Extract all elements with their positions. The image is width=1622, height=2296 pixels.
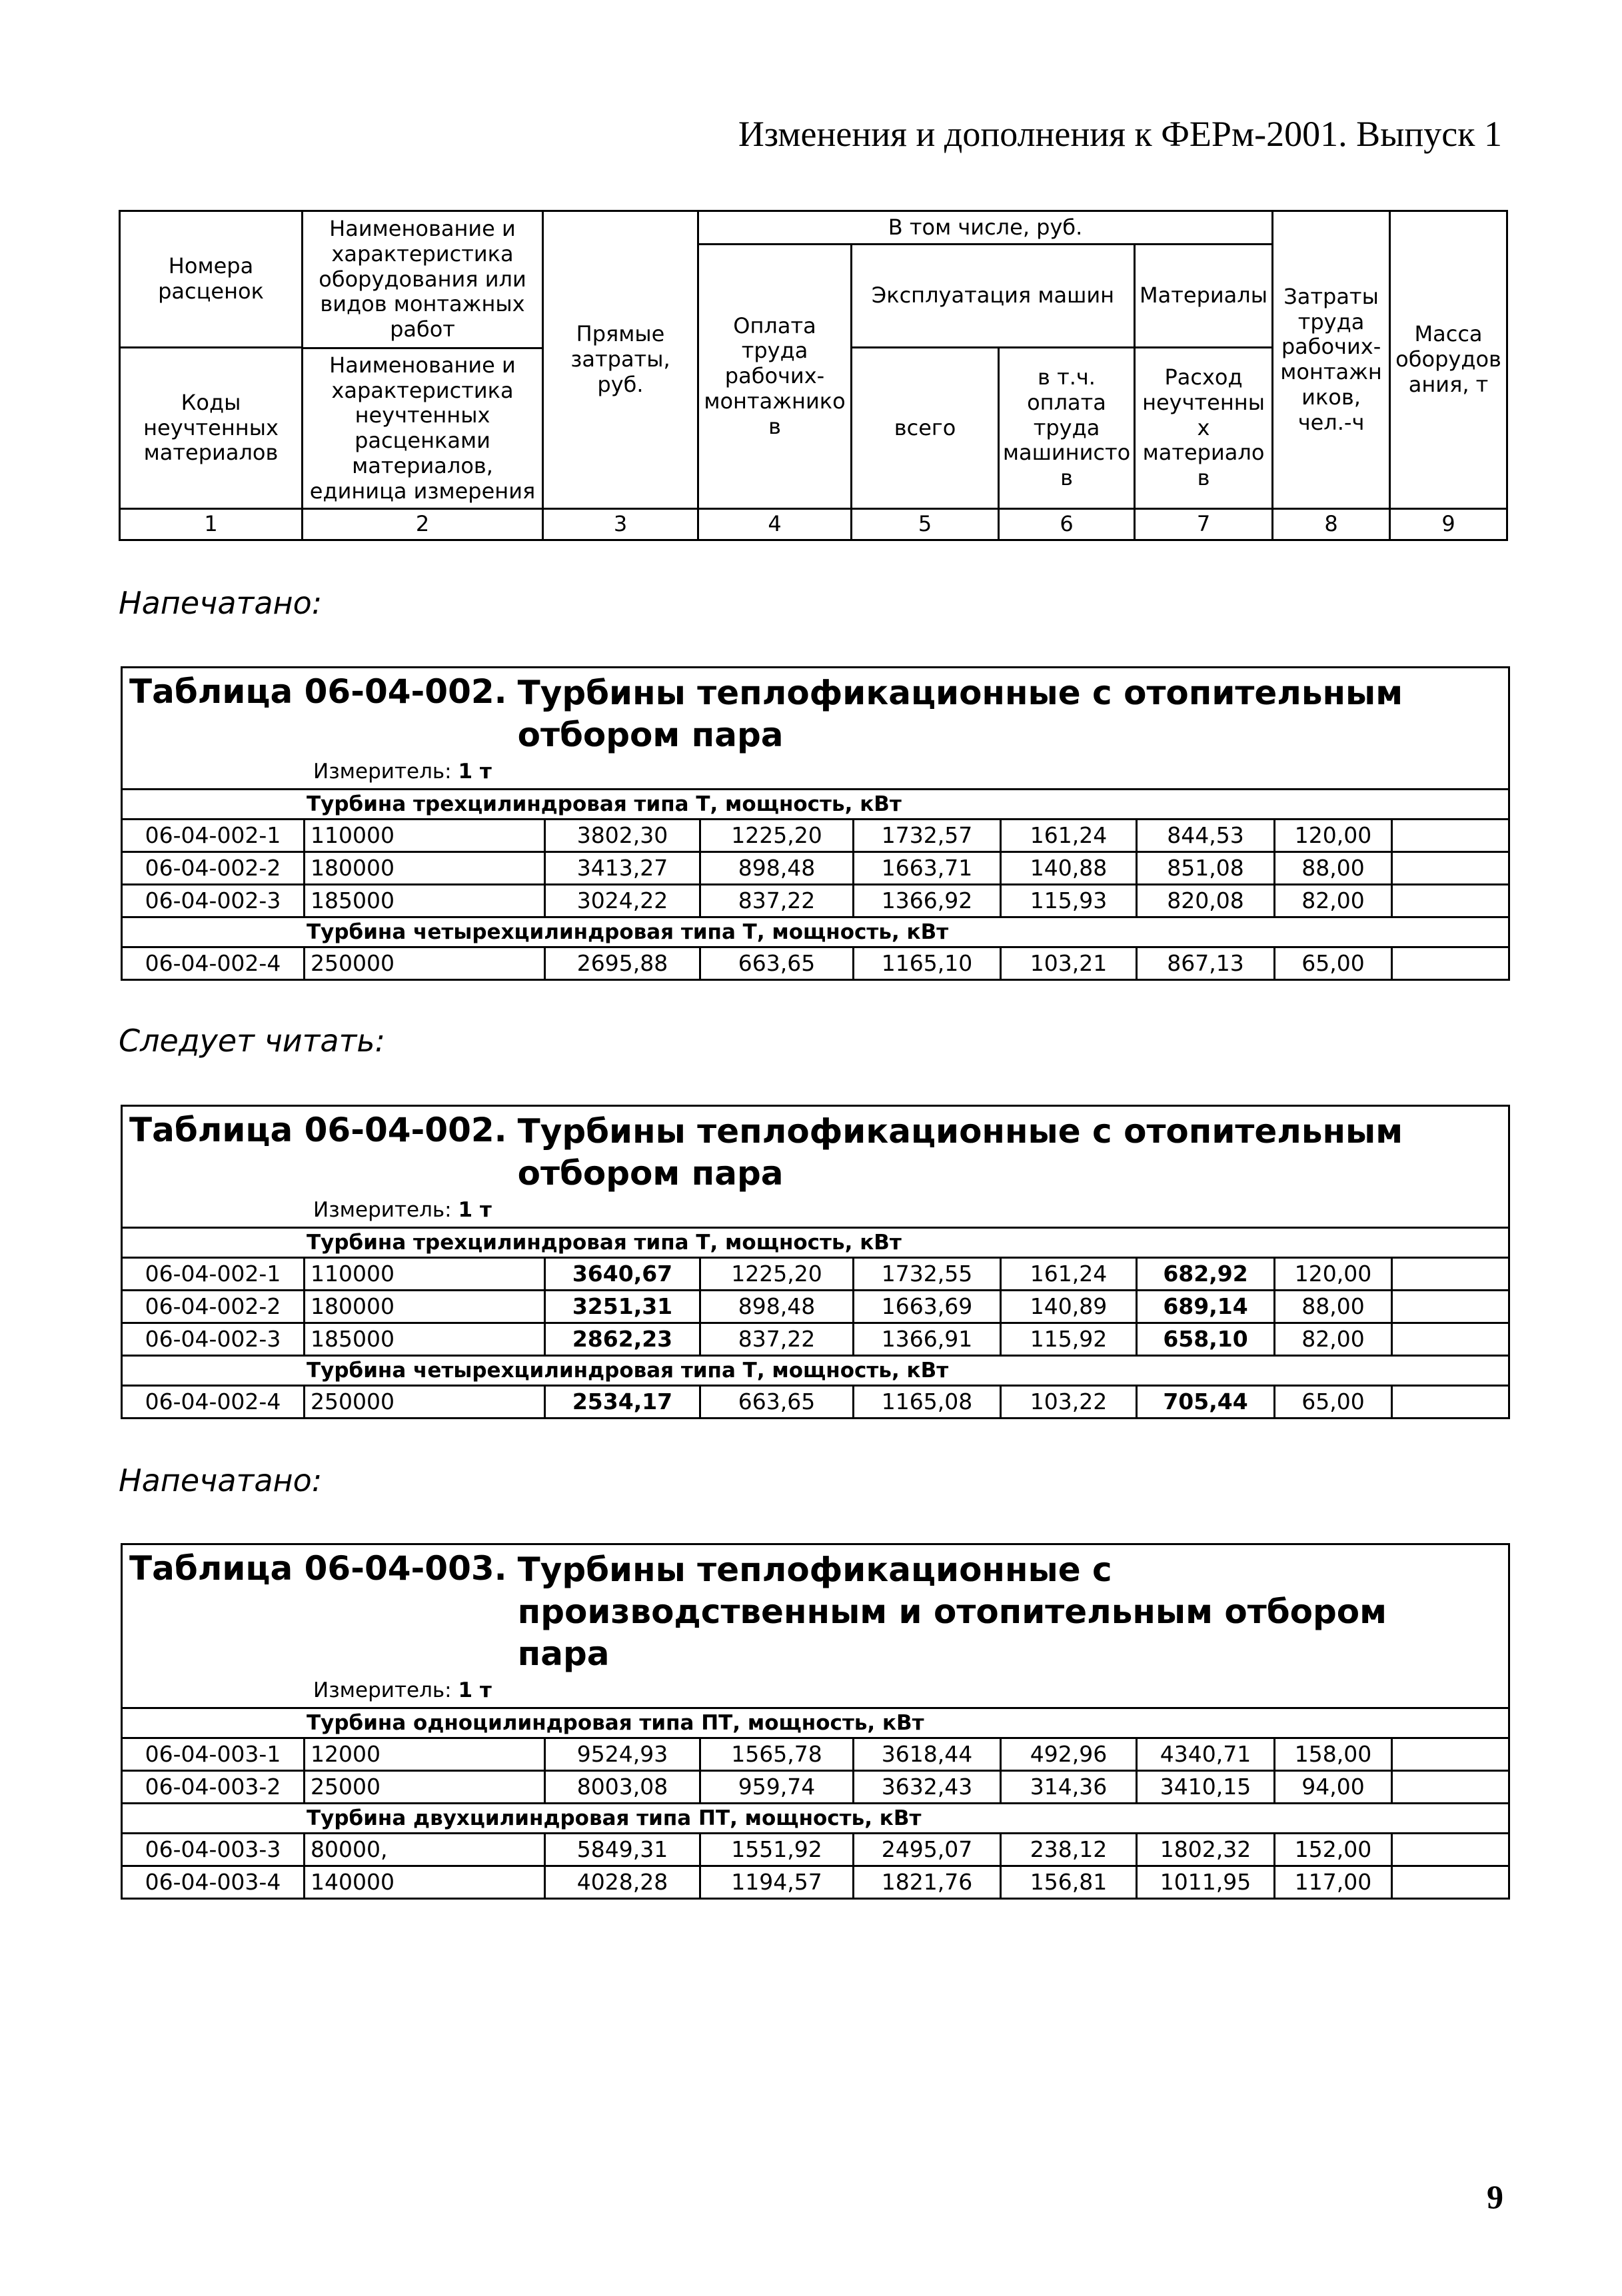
col5-header: всего <box>852 348 999 509</box>
corrected-value: 658,10 <box>1137 1323 1275 1356</box>
cell-value: 1165,10 <box>854 947 1001 980</box>
col-number: 7 <box>1135 509 1273 540</box>
cell-value: 88,00 <box>1275 852 1392 885</box>
cell-value: 4340,71 <box>1137 1738 1275 1771</box>
table-row <box>122 1258 1509 1291</box>
table-row <box>122 1386 1509 1419</box>
cell-value: 3024,22 <box>545 885 700 917</box>
power-value: 185000 <box>305 1323 545 1356</box>
cell-value: 663,65 <box>700 1386 854 1419</box>
cell-value <box>1392 852 1509 885</box>
cell-value: 88,00 <box>1275 1291 1392 1323</box>
cell-value: 1011,95 <box>1137 1866 1275 1899</box>
cell-value: 65,00 <box>1275 1386 1392 1419</box>
col8-header: Затраты труда рабочих-монтажн иков, чел.-ч <box>1273 211 1390 509</box>
table-title: Турбины теплофикационные с отопительным отбором пара <box>517 1112 1403 1193</box>
cell-value: 1821,76 <box>854 1866 1001 1899</box>
cell-value: 103,21 <box>1001 947 1137 980</box>
rate-code: 06-04-003-1 <box>122 1738 305 1771</box>
corrected-value: 705,44 <box>1137 1386 1275 1419</box>
cell-value: 161,24 <box>1001 820 1137 852</box>
rate-code: 06-04-003-3 <box>122 1834 305 1866</box>
cell-value: 115,92 <box>1001 1323 1137 1356</box>
cell-value <box>1392 1834 1509 1866</box>
cell-value: 492,96 <box>1001 1738 1137 1771</box>
col-number: 3 <box>543 509 698 540</box>
cell-value: 158,00 <box>1275 1738 1392 1771</box>
cell-value: 314,36 <box>1001 1771 1137 1804</box>
table-row <box>122 1771 1509 1804</box>
corrected-value: 689,14 <box>1137 1291 1275 1323</box>
cell-value: 3632,43 <box>854 1771 1001 1804</box>
machines-header: Эксплуатация машин <box>852 245 1135 348</box>
rate-code: 06-04-002-2 <box>122 1291 305 1323</box>
corrected-value: 2534,17 <box>545 1386 700 1419</box>
measure-line <box>313 1197 1501 1223</box>
table-row <box>122 820 1509 852</box>
cell-value <box>1392 1866 1509 1899</box>
cell-value <box>1392 820 1509 852</box>
rate-code: 06-04-002-2 <box>122 852 305 885</box>
group-subheading: Турбина одноцилиндровая типа ПТ, мощность, кВт <box>122 1708 1509 1738</box>
cell-value: 65,00 <box>1275 947 1392 980</box>
rate-code: 06-04-002-1 <box>122 1258 305 1291</box>
cell-value: 9524,93 <box>545 1738 700 1771</box>
cell-value: 851,08 <box>1137 852 1275 885</box>
table-number: Таблица 06-04-002. <box>129 1111 507 1149</box>
rates-table <box>121 666 1510 981</box>
cell-value <box>1392 947 1509 980</box>
cell-value: 115,93 <box>1001 885 1137 917</box>
rate-code: 06-04-002-3 <box>122 885 305 917</box>
measure-value: 1 т <box>458 1678 492 1702</box>
rate-code: 06-04-002-1 <box>122 820 305 852</box>
power-value: 185000 <box>305 885 545 917</box>
cell-value: 120,00 <box>1275 1258 1392 1291</box>
col2-top-header: Наименование и характеристика оборудования или видов монтажных работ <box>303 211 543 348</box>
cell-value: 1663,69 <box>854 1291 1001 1323</box>
cell-value: 94,00 <box>1275 1771 1392 1804</box>
rate-code: 06-04-003-4 <box>122 1866 305 1899</box>
corrected-value: 3251,31 <box>545 1291 700 1323</box>
cell-value: 837,22 <box>700 1323 854 1356</box>
cell-value: 1225,20 <box>700 820 854 852</box>
cell-value: 844,53 <box>1137 820 1275 852</box>
cell-value: 898,48 <box>700 852 854 885</box>
cell-value: 1366,92 <box>854 885 1001 917</box>
table-title: Турбины теплофикационные с отопительным отбором пара <box>517 674 1403 754</box>
cell-value: 8003,08 <box>545 1771 700 1804</box>
rates-table <box>121 1105 1510 1419</box>
rate-code: 06-04-003-2 <box>122 1771 305 1804</box>
measure-label: Измеритель: <box>313 1198 452 1222</box>
group-subheading: Турбина трехцилиндровая типа Т, мощность, кВт <box>122 790 1509 820</box>
cell-value: 1366,91 <box>854 1323 1001 1356</box>
group-subheading: Турбина трехцилиндровая типа Т, мощность, кВт <box>122 1228 1509 1258</box>
rate-code: 06-04-002-4 <box>122 947 305 980</box>
table-row <box>122 1323 1509 1356</box>
cell-value: 238,12 <box>1001 1834 1137 1866</box>
table-row <box>122 1834 1509 1866</box>
table-row <box>122 1738 1509 1771</box>
col-number: 6 <box>999 509 1135 540</box>
cell-value: 3413,27 <box>545 852 700 885</box>
running-header: Изменения и дополнения к ФЕРм-2001. Выпуск 1 <box>738 114 1502 154</box>
cell-value: 5849,31 <box>545 1834 700 1866</box>
col4-header: Оплата труда рабочих-монтажнико в <box>698 245 852 509</box>
cell-value: 820,08 <box>1137 885 1275 917</box>
col-number: 8 <box>1273 509 1390 540</box>
power-value: 250000 <box>305 1386 545 1419</box>
col6-header: в т.ч. оплата труда машинисто в <box>999 348 1135 509</box>
cell-value <box>1392 1323 1509 1356</box>
col3-header: Прямые затраты, руб. <box>543 211 698 509</box>
cell-value: 156,81 <box>1001 1866 1137 1899</box>
group-subheading: Турбина двухцилиндровая типа ПТ, мощность, кВт <box>122 1804 1509 1834</box>
rates-table <box>121 1543 1510 1900</box>
col-number: 9 <box>1390 509 1507 540</box>
measure-line <box>313 1678 1501 1703</box>
cell-value <box>1392 1291 1509 1323</box>
cell-value: 82,00 <box>1275 885 1392 917</box>
table-title: Турбины теплофикационные с производственным и отопительным отбором пара <box>517 1550 1387 1673</box>
cell-value: 82,00 <box>1275 1323 1392 1356</box>
measure-label: Измеритель: <box>313 1678 452 1702</box>
cell-value <box>1392 885 1509 917</box>
measure-value: 1 т <box>458 1198 492 1222</box>
cell-value: 152,00 <box>1275 1834 1392 1866</box>
cell-value: 161,24 <box>1001 1258 1137 1291</box>
table-row <box>122 1291 1509 1323</box>
col-number: 1 <box>120 509 303 540</box>
col2-bottom-header: Наименование и характеристика неучтенных расценками материалов, единица измерения <box>303 348 543 509</box>
table-title-cell <box>122 668 1509 790</box>
table-row <box>122 885 1509 917</box>
power-value: 180000 <box>305 1291 545 1323</box>
cell-value: 2495,07 <box>854 1834 1001 1866</box>
col1-bottom-header: Коды неучтенных материалов <box>120 348 303 509</box>
rate-code: 06-04-002-3 <box>122 1323 305 1356</box>
measure-label: Измеритель: <box>313 760 452 784</box>
cell-value: 867,13 <box>1137 947 1275 980</box>
cell-value: 1802,32 <box>1137 1834 1275 1866</box>
cell-value: 1551,92 <box>700 1834 854 1866</box>
cell-value: 959,74 <box>700 1771 854 1804</box>
power-value: 250000 <box>305 947 545 980</box>
cell-value: 3802,30 <box>545 820 700 852</box>
cell-value: 4028,28 <box>545 1866 700 1899</box>
corrected-value: 2862,23 <box>545 1323 700 1356</box>
cell-value: 663,65 <box>700 947 854 980</box>
cell-value <box>1392 1771 1509 1804</box>
corrected-value: 3640,67 <box>545 1258 700 1291</box>
cell-value <box>1392 1258 1509 1291</box>
power-value: 140000 <box>305 1866 545 1899</box>
cell-value: 1565,78 <box>700 1738 854 1771</box>
section-label: Напечатано: <box>119 585 323 621</box>
power-value: 12000 <box>305 1738 545 1771</box>
section-label: Напечатано: <box>119 1462 323 1498</box>
col1-top-header: Номера расценок <box>120 211 303 348</box>
cell-value: 837,22 <box>700 885 854 917</box>
group-header: В том числе, руб. <box>698 211 1273 245</box>
cell-value: 1663,71 <box>854 852 1001 885</box>
cell-value: 1732,57 <box>854 820 1001 852</box>
group-subheading: Турбина четырехцилиндровая типа Т, мощность, кВт <box>122 917 1509 947</box>
cell-value: 1194,57 <box>700 1866 854 1899</box>
cell-value: 3618,44 <box>854 1738 1001 1771</box>
measure-value: 1 т <box>458 760 492 784</box>
measure-line <box>313 759 1501 784</box>
table-row <box>122 852 1509 885</box>
col-number: 5 <box>852 509 999 540</box>
cell-value: 117,00 <box>1275 1866 1392 1899</box>
cell-value: 2695,88 <box>545 947 700 980</box>
materials-header: Материалы <box>1135 245 1273 348</box>
corrected-value: 682,92 <box>1137 1258 1275 1291</box>
cell-value: 1225,20 <box>700 1258 854 1291</box>
cell-value: 898,48 <box>700 1291 854 1323</box>
cell-value <box>1392 1738 1509 1771</box>
col-number: 2 <box>303 509 543 540</box>
cell-value: 120,00 <box>1275 820 1392 852</box>
table-number: Таблица 06-04-002. <box>129 672 507 711</box>
table-title-cell <box>122 1106 1509 1228</box>
cell-value: 1732,55 <box>854 1258 1001 1291</box>
page-number: 9 <box>1487 2178 1503 2215</box>
section-label: Следует читать: <box>119 1023 386 1059</box>
col7-header: Расход неучтенны х материало в <box>1135 348 1273 509</box>
col9-header: Масса оборудов ания, т <box>1390 211 1507 509</box>
cell-value: 140,89 <box>1001 1291 1137 1323</box>
cell-value: 3410,15 <box>1137 1771 1275 1804</box>
cell-value: 103,22 <box>1001 1386 1137 1419</box>
cell-value <box>1392 1386 1509 1419</box>
cell-value: 140,88 <box>1001 852 1137 885</box>
column-header-table <box>119 210 1508 541</box>
power-value: 110000 <box>305 820 545 852</box>
group-subheading: Турбина четырехцилиндровая типа Т, мощность, кВт <box>122 1356 1509 1386</box>
power-value: 110000 <box>305 1258 545 1291</box>
power-value: 25000 <box>305 1771 545 1804</box>
cell-value: 1165,08 <box>854 1386 1001 1419</box>
power-value: 180000 <box>305 852 545 885</box>
col-number: 4 <box>698 509 852 540</box>
table-title-cell <box>122 1544 1509 1708</box>
table-row <box>122 1866 1509 1899</box>
table-number: Таблица 06-04-003. <box>129 1549 507 1588</box>
power-value: 80000, <box>305 1834 545 1866</box>
rate-code: 06-04-002-4 <box>122 1386 305 1419</box>
table-row <box>122 947 1509 980</box>
